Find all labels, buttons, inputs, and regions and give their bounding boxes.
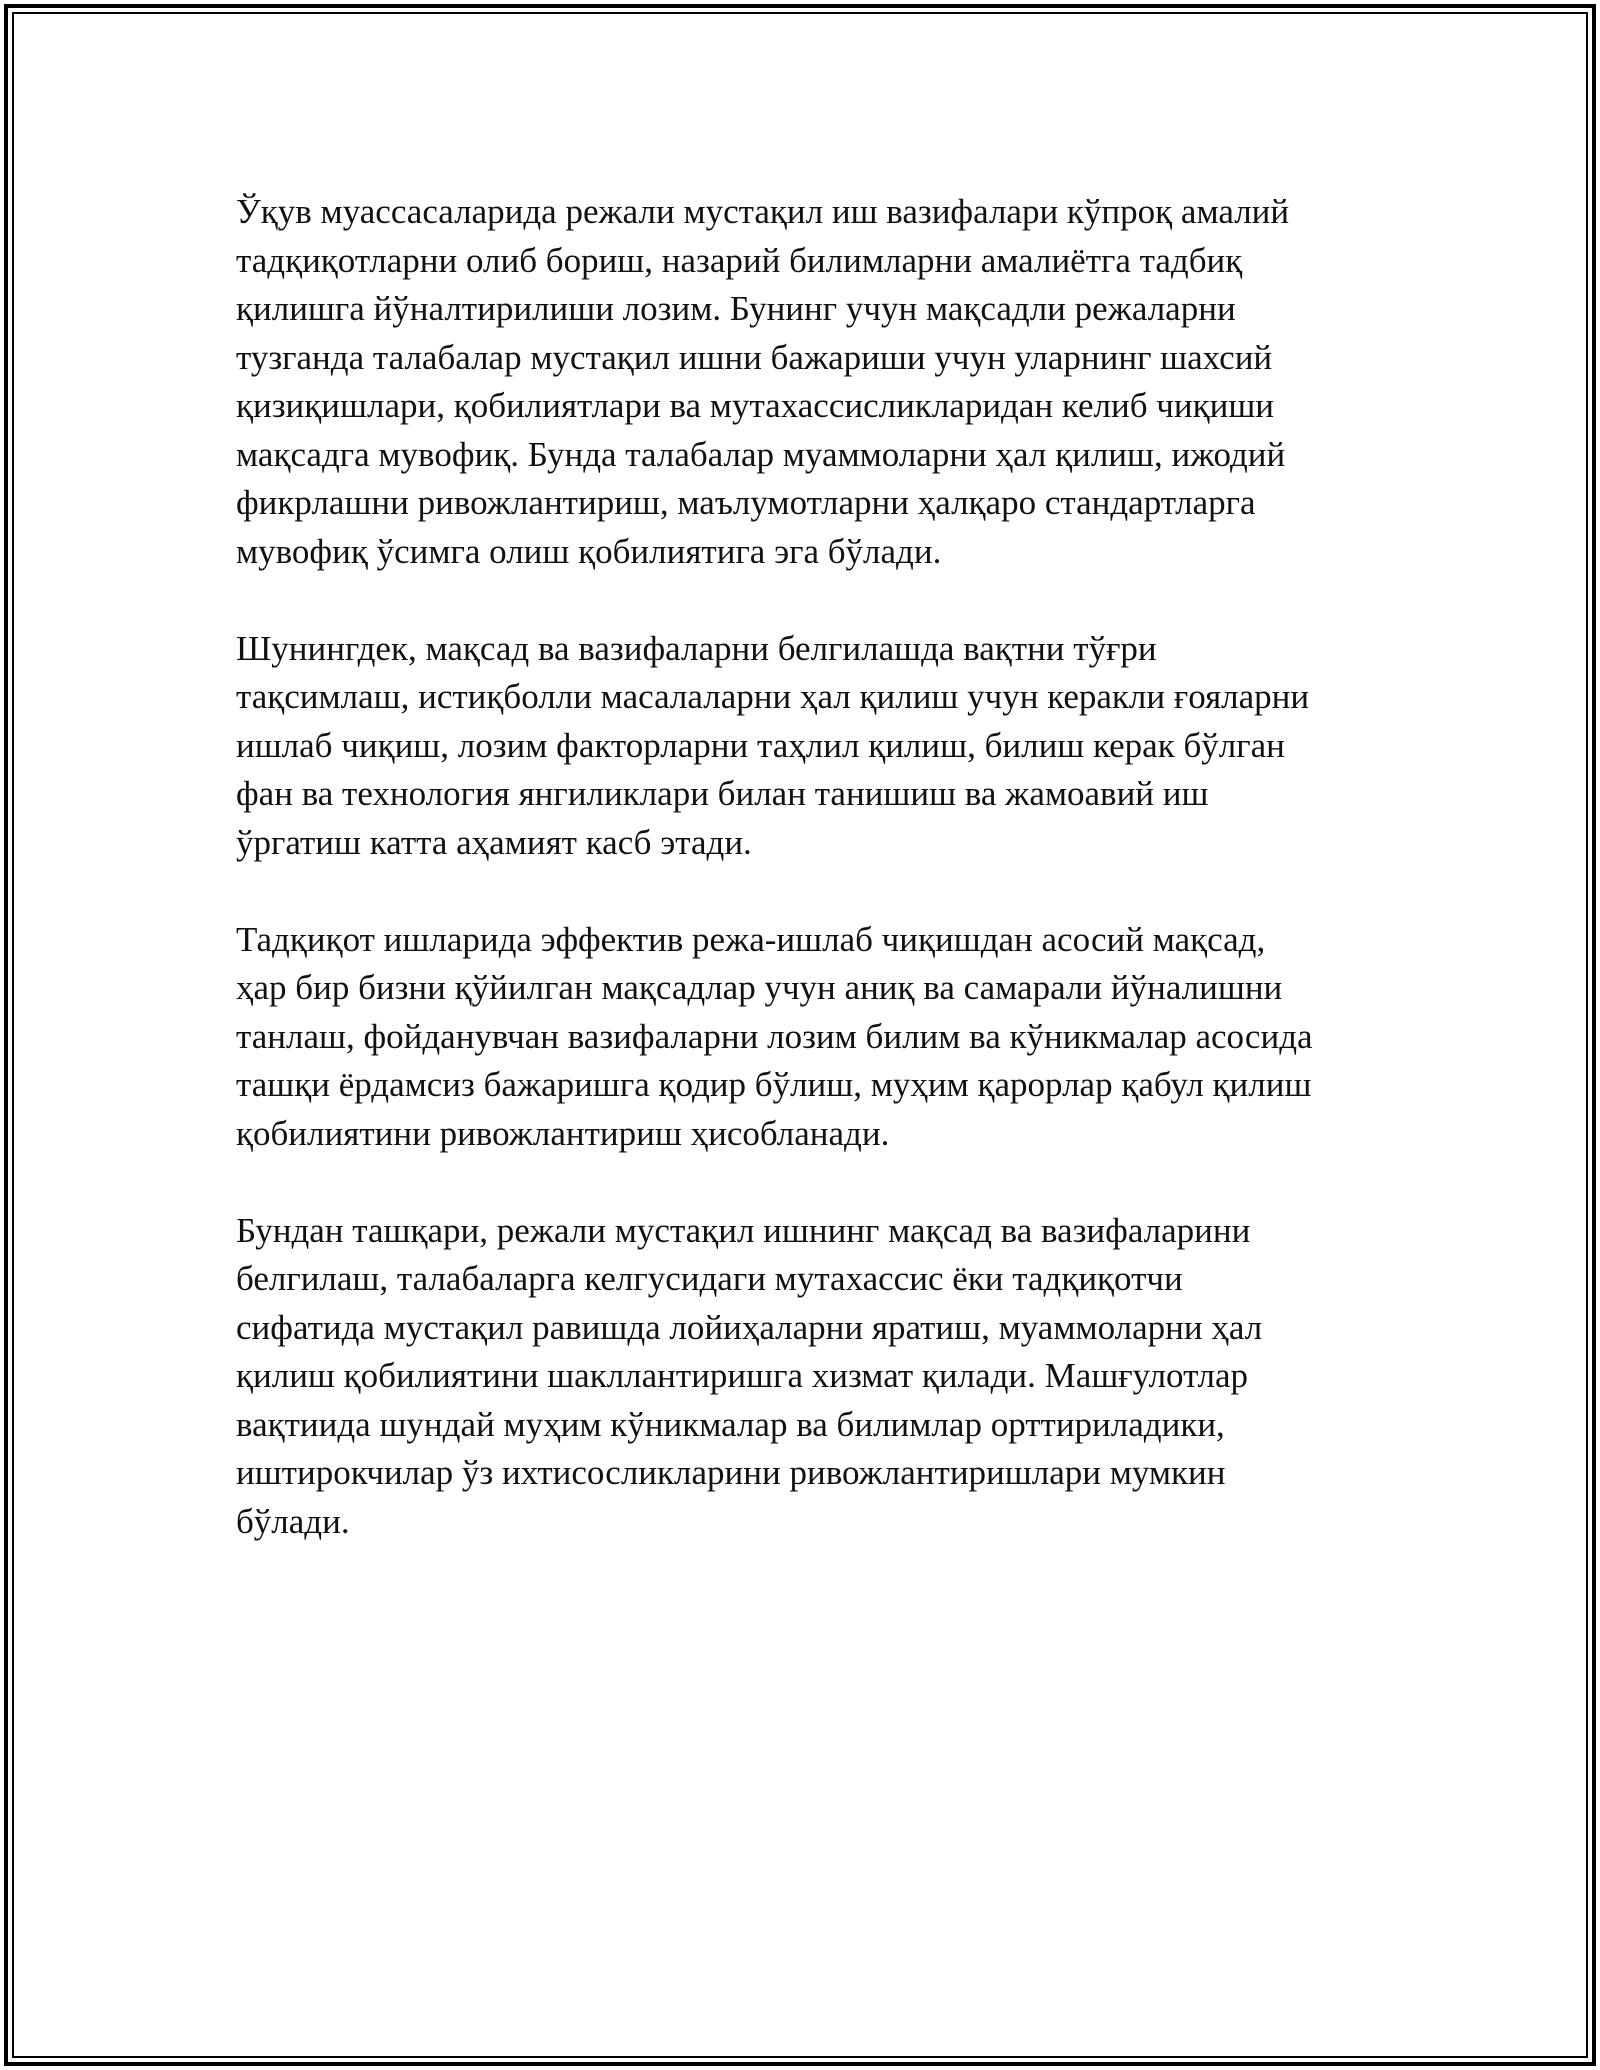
paragraph-1: [236, 188, 1376, 576]
text-line: ишлаб чиқиш, лозим факторларни таҳлил қилиш, билиш керак бўлган: [236, 725, 1285, 765]
text-line: ташқи ёрдамсиз бажаришга қодир бўлиш, муҳим қарорлар қабул қилиш: [236, 1065, 1312, 1104]
text-line: бўлади.: [236, 1501, 350, 1541]
text-line: фикрлашни ривожлантириш, маълумотларни ҳалқаро стандартларга: [236, 483, 1256, 522]
text-line: вақтиида шундай муҳим кўникмалар ва билимлар орттириладики,: [236, 1404, 1225, 1444]
paragraph-3: [236, 916, 1376, 1159]
text-line: ҳар бир бизни қўйилган мақсадлар учун аниқ ва самарали йўналишни: [236, 968, 1283, 1007]
paragraph-2: [236, 625, 1376, 868]
text-line: Шунингдек, мақсад ва вазифаларни белгилашда вақтни тўғри: [236, 628, 1157, 668]
text-line: ўргатиш катта аҳамият касб этади.: [236, 822, 752, 862]
text-line: иштирокчилар ўз ихтисосликларини ривожлантиришлари мумкин: [236, 1453, 1226, 1492]
text-line: қобилиятини ривожлантириш ҳисобланади.: [236, 1113, 890, 1153]
text-line: қилишга йўналтирилиши лозим. Бунинг учун мақсадли режаларни: [236, 289, 1236, 328]
paragraph-4: [236, 1207, 1376, 1547]
text-line: мақсадга мувофиқ. Бунда талабалар муаммоларни ҳал қилиш, ижодий: [236, 434, 1286, 474]
text-line: қизиқишлари, қобилиятлари ва мутахассисликларидан келиб чиқиши: [236, 386, 1275, 425]
text-line: сифатида мустақил равишда лойиҳаларни яратиш, муаммоларни ҳал: [236, 1307, 1263, 1347]
text-line: тақсимлаш, истиқболли масалаларни ҳал қилиш учун кеpакли ғояларни: [236, 677, 1310, 716]
text-line: тадқиқотларни олиб бориш, назарий билимларни амалиётга тадбиқ: [236, 240, 1243, 280]
text-line: Бундан ташқари, режали мустақил ишнинг мақсад ва вазифаларини: [236, 1210, 1251, 1250]
text-line: танлаш, фойданувчан вазифаларни лозим билим ва кўникмалар асосида: [236, 1016, 1313, 1056]
text-line: Ўқув муассасаларида режали мустақил иш вазифалари кўпроқ амалий: [236, 192, 1290, 231]
text-line: қилиш қобилиятини шакллантиришга хизмат қилади. Машғулотлар: [236, 1356, 1249, 1395]
text-line: фан ва технология янгиликлари билан танишиш ва жамоавий иш: [236, 774, 1209, 813]
text-line: белгилаш, талабаларга келгусидаги мутахассис ёки тадқиқотчи: [236, 1259, 1183, 1298]
document-body: [236, 188, 1376, 1546]
text-line: Тадқиқот ишларида эффектив режа-ишлаб чиқишдан асосий мақсад,: [236, 919, 1266, 959]
text-line: мувофиқ ўсимга олиш қобилиятига эга бўлади.: [236, 531, 942, 571]
text-line: тузганда талабалар мустақил ишни бажариши учун уларнинг шахсий: [236, 337, 1273, 377]
